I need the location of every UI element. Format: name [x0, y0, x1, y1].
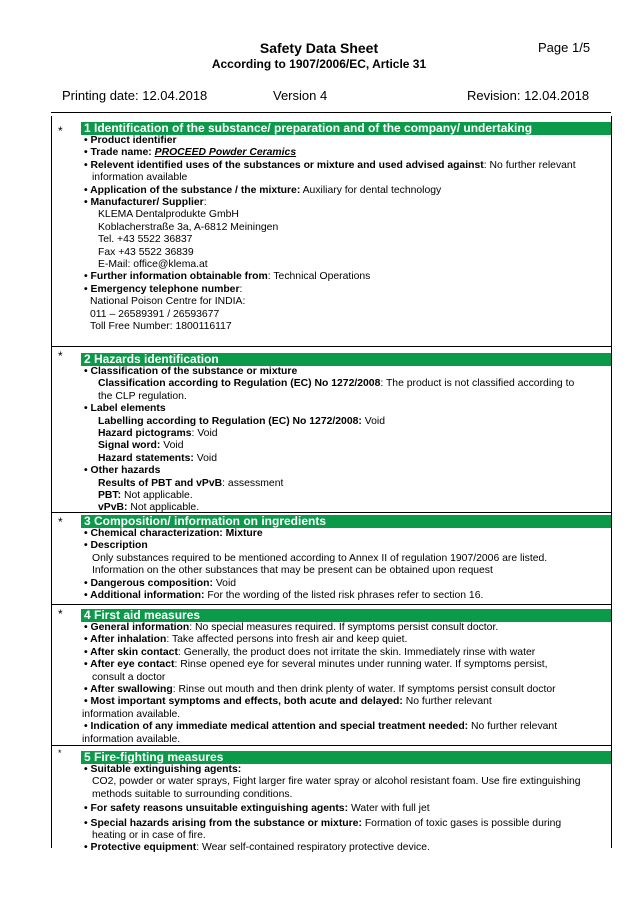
indication-cont: information available. [82, 733, 181, 745]
section-5: * 5 Fire-fighting measures • Suitable extinguishing agents: CO2, powder or water sprays, Fight larger fire water spray or alcohol resistant foam. Use fire extinguishing methods suitable to surrounding conditions. • For safety reasons unsuitable extinguishing agents: Water with full jet • Special hazards arising from the substance or mixture: Formation of toxic gases is possible during heating or in case of fire. • Protective equipment: Wear self-contained respiratory protective device. [52, 745, 611, 857]
revision-star: * [58, 349, 63, 363]
printing-date: Printing date: 12.04.2018 [62, 88, 208, 103]
class-reg-cont: the CLP regulation. [98, 390, 187, 402]
pictograms-label: Hazard pictograms [98, 428, 192, 440]
unsuitable-agents-value: Water with full jet [350, 803, 430, 815]
revision-star: * [58, 607, 63, 621]
indication-value: No further relevant [471, 721, 558, 733]
general-info-label: • General information [84, 622, 190, 633]
trade-name-label: • Trade name [84, 147, 149, 159]
vpvb-label: vPvB: [98, 502, 128, 514]
revision-star: * [58, 515, 63, 529]
company-name: KLEMA Dentalprodukte GmbH [98, 209, 239, 221]
suitable-agents-label: • Suitable extinguishing agents: [84, 764, 242, 775]
signal-label: Signal word: [98, 440, 161, 452]
suitable-agents-line-2: methods suitable to surrounding conditions. [92, 788, 293, 800]
page-number: Page 1/5 [538, 40, 591, 55]
additional-value: For the wording of the listed risk phrases refer to section 16. [207, 590, 484, 602]
swallowing-value: Rinse out mouth and then drink plenty of water. If symptoms persist consult doctor [178, 684, 556, 696]
eye-contact-value: Rinse opened eye for several minutes under running water. If symptoms persist, [180, 659, 548, 671]
swallowing-label: • After swallowing [84, 684, 173, 696]
special-hazards-cont: heating or in case of fire. [92, 830, 206, 842]
section-3-title: 3 Composition/ information on ingredients [81, 515, 611, 528]
description-line-2: Information on the other substances that may be present can be obtained upon request [92, 565, 493, 577]
description-line-1: Only substances required to be mentioned according to Annex II of regulation 1907/2006 are listed. [92, 552, 548, 564]
classification-label: • Classification of the substance or mixture [84, 366, 298, 377]
company-street: Koblacherstraße 3a, A-6812 Meiningen [98, 221, 279, 233]
label-elements: • Label elements [84, 403, 166, 415]
section-4: * 4 First aid measures • General information: No special measures required. If symptoms persist consult doctor. • After inhalation: Take affected persons into fresh air and keep quiet. • After skin contact: Generally, the product does not irritate the skin. Immediately rinse with water • After eye contact: Rinse opened eye for several minutes under running water. If symptoms persist, consult a doctor • After swallowing: Rinse out mouth and then drink plenty of water. If symptoms persist consult doctor • Most important symptoms and effects, both acute and delayed: No further relevant information available. • Indication of any immediate medical attention and special treatment needed: No further relevant information available. [52, 604, 611, 745]
trade-name: PROCEED Powder Ceramics [154, 147, 297, 159]
signal-value: Void [163, 440, 184, 452]
skin-contact-label: • After skin contact [84, 646, 178, 658]
revision-star: * [58, 124, 63, 138]
header-subtitle: According to 1907/2006/EC, Article 31 [211, 57, 427, 71]
chem-characterization: • Chemical characterization: Mixture [84, 528, 263, 539]
company-tel: Tel. +43 5522 36837 [98, 234, 193, 246]
skin-contact-value: Generally, the product does not irritate the skin. Immediately rinse with water [183, 646, 536, 658]
section-4-title: 4 First aid measures [81, 609, 611, 622]
protective-label: • Protective equipment [84, 842, 197, 854]
eye-contact-label: • After eye contact [84, 659, 175, 671]
revision-star: * [58, 748, 62, 758]
inhalation-label: • After inhalation [84, 634, 167, 646]
other-hazards: • Other hazards [84, 465, 161, 477]
application-label: • Application of the substance / the mixture: [84, 184, 301, 196]
special-hazards-value: Formation of toxic gases is possible during [364, 817, 562, 829]
statements-label: Hazard statements: [98, 452, 194, 464]
section-3 [52, 512, 611, 604]
emergency-label: • Emergency telephone number [84, 283, 240, 295]
general-info-value: No special measures required. If symptoms persist consult doctor. [195, 622, 499, 633]
manufacturer-label: • Manufacturer/ Supplier [84, 197, 204, 209]
labelling-value: Void [364, 415, 385, 427]
pbt-results-value: assessment [227, 477, 284, 489]
protective-value: Wear self-contained respiratory protective device. [201, 842, 430, 854]
eye-contact-cont: consult a doctor [92, 671, 166, 683]
pbt-value: Not applicable. [123, 490, 193, 502]
version: Version 4 [273, 88, 328, 103]
company-email: E-Mail: office@klema.at [98, 259, 208, 271]
dangerous-value: Void [215, 577, 237, 589]
section-1-title: 1 Identification of the substance/ preparation and of the company/ undertaking [81, 122, 611, 135]
company-fax: Fax +43 5522 36839 [98, 246, 194, 258]
poison-numbers: 011 – 26589391 / 26593677 [90, 308, 220, 320]
section-5-title: 5 Fire-fighting measures [81, 751, 611, 764]
section-1: * 1 Identification of the substance/ preparation and of the company/ undertaking • Product identifier • Trade name: PROCEED Powder Ceramics • Relevent identified uses of the substances or mixture and used advised against: No further relevant information available • Application of the substance / the mixture: Auxiliary for dental technology • Manufacturer/ Supplier: KLEMA Dentalprodukte GmbH Koblacherstraße 3a, A-6812 Meiningen Tel. +43 5522 36837 Fax +43 5522 36839 E-Mail: office@klema.at • Further information obtainable from: Technical Operations • Emergency telephone number: National Poison Centre for INDIA: 011 – 26589391 / 26593677 Toll Free Number: 1800116117 [52, 122, 611, 346]
header-rule [51, 112, 611, 113]
header-title: Safety Data Sheet [259, 40, 379, 56]
product-identifier: • Product identifier [84, 135, 177, 146]
unsuitable-agents-label: • For safety reasons unsuitable extinguishing agents: [84, 803, 349, 815]
relevant-uses-value: No further relevant [489, 159, 576, 171]
relevant-uses-label: • Relevent identified uses of the substances or mixture and used advised against [84, 159, 484, 171]
additional-label: • Additional information: [84, 590, 205, 602]
relevant-uses-cont: information available [92, 172, 188, 184]
suitable-agents-line-1: CO2, powder or water sprays, Fight larger fire water spray or alcohol resistant foam. Use fire extinguishing [92, 776, 581, 788]
dangerous-label: • Dangerous composition: [84, 577, 213, 589]
further-info-label: • Further information obtainable from [84, 271, 268, 283]
indication-label: • Indication of any immediate medical attention and special treatment needed: [84, 721, 469, 733]
further-info-value: Technical Operations [273, 271, 371, 283]
class-reg-value: The product is not classified according to [385, 378, 575, 390]
symptoms-cont: information available. [82, 708, 181, 720]
symptoms-label: • Most important symptoms and effects, both acute and delayed: [84, 696, 403, 708]
pictograms-value: Void [197, 428, 218, 440]
inhalation-value: Take affected persons into fresh air and keep quiet. [171, 634, 408, 646]
statements-value: Void [196, 452, 217, 464]
labelling-label: Labelling according to Regulation (EC) No 1272/2008: [98, 415, 362, 427]
section-2-title: 2 Hazards identification [81, 353, 611, 366]
application-value: Auxiliary for dental technology [302, 184, 442, 196]
class-reg-label: Classification according to Regulation (EC) No 1272/2008 [98, 378, 381, 390]
sections-frame [51, 116, 612, 854]
revision: Revision: 12.04.2018 [467, 88, 590, 103]
section-2: * 2 Hazards identification • Classification of the substance or mixture Classification according to Regulation (EC) No 1272/2008: The product is not classified according to the CLP regulation. • Label elements Labelling according to Regulation (EC) No 1272/2008: Void Hazard pictograms: Void Signal word: Void Hazard statements: Void • Other hazards Results of PBT and vPvB: assessment PBT: Not applicable. vPvB: Not applicable. [52, 346, 611, 512]
poison-centre: National Poison Centre for INDIA: [90, 296, 246, 308]
toll-free: Toll Free Number: 1800116117 [90, 321, 232, 333]
pbt-results-label: Results of PBT and vPvB [98, 477, 223, 489]
special-hazards-label: • Special hazards arising from the substance or mixture: [84, 817, 362, 829]
description-label: • Description [84, 540, 148, 552]
pbt-label: PBT: [98, 490, 122, 502]
symptoms-value: No further relevant [405, 696, 492, 708]
vpvb-value: Not applicable. [130, 502, 200, 514]
